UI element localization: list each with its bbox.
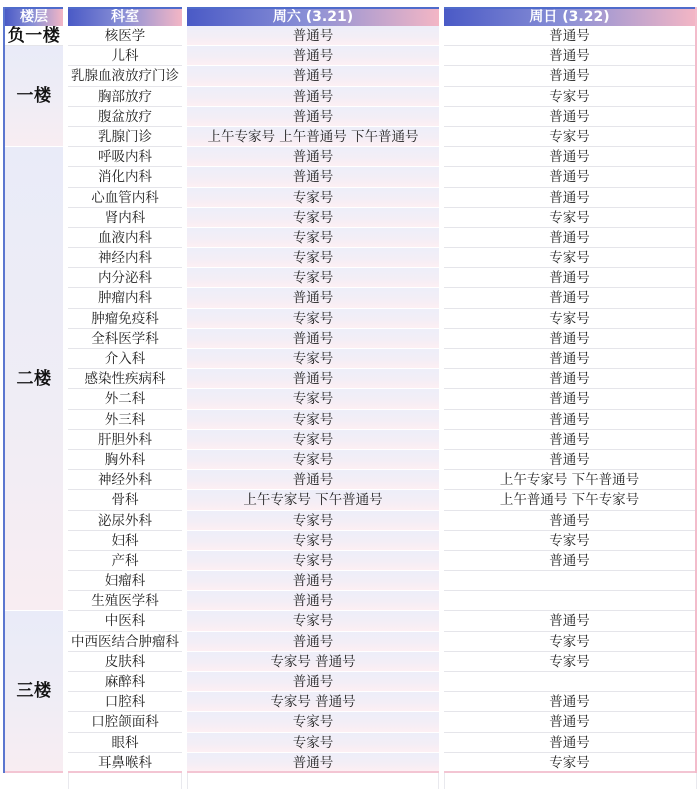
sat-cell: 普通号	[187, 329, 439, 349]
dept-cell: 乳腺血液放疗门诊	[68, 66, 182, 86]
sat-cell: 专家号 普通号	[187, 652, 439, 672]
sat-cell: 上午专家号 上午普通号 下午普通号	[187, 127, 439, 147]
dept-cell: 骨科	[68, 490, 182, 510]
sun-cell: 上午专家号 下午普通号	[444, 470, 695, 490]
sat-cell: 普通号	[187, 107, 439, 127]
dept-cell: 消化内科	[68, 167, 182, 187]
sat-cell: 专家号	[187, 268, 439, 288]
sun-cell: 普通号	[444, 26, 695, 46]
dept-cell: 肾内科	[68, 208, 182, 228]
sun-cell: 普通号	[444, 611, 695, 631]
floor-cell: 三楼	[5, 611, 63, 773]
dept-cell: 生殖医学科	[68, 591, 182, 611]
dept-cell: 口腔颌面科	[68, 712, 182, 732]
sun-cell: 普通号	[444, 107, 695, 127]
column-header-saturday: 周六 (3.21)	[187, 7, 439, 26]
dept-cell: 全科医学科	[68, 329, 182, 349]
schedule-table-wrap	[3, 7, 697, 789]
sat-cell: 专家号	[187, 389, 439, 409]
sat-cell: 专家号	[187, 430, 439, 450]
dept-cell: 感染性疾病科	[68, 369, 182, 389]
empty-sun-cell	[444, 773, 697, 789]
sat-cell: 普通号	[187, 46, 439, 66]
sat-cell: 专家号	[187, 733, 439, 753]
sat-cell: 普通号	[187, 571, 439, 591]
dept-cell: 皮肤科	[68, 652, 182, 672]
dept-cell: 外三科	[68, 410, 182, 430]
sat-cell: 普通号	[187, 147, 439, 167]
dept-cell: 泌尿外科	[68, 511, 182, 531]
sat-cell: 普通号	[187, 87, 439, 107]
dept-cell: 胸部放疗	[68, 87, 182, 107]
sat-cell: 专家号	[187, 309, 439, 329]
dept-cell: 口腔科	[68, 692, 182, 712]
sat-cell: 专家号	[187, 248, 439, 268]
sat-cell: 专家号	[187, 208, 439, 228]
dept-cell: 眼科	[68, 733, 182, 753]
dept-cell: 胸外科	[68, 450, 182, 470]
sun-cell: 上午普通号 下午专家号	[444, 490, 695, 510]
empty-floor-cell	[3, 773, 63, 789]
sat-cell: 专家号	[187, 511, 439, 531]
sat-cell: 普通号	[187, 591, 439, 611]
floor-cell: 二楼	[5, 147, 63, 611]
sun-cell: 普通号	[444, 228, 695, 248]
sun-cell: 普通号	[444, 288, 695, 308]
sat-cell: 普通号	[187, 753, 439, 773]
column-header-sunday: 周日 (3.22)	[444, 7, 695, 26]
dept-cell: 儿科	[68, 46, 182, 66]
sat-cell: 专家号	[187, 228, 439, 248]
sat-cell: 普通号	[187, 369, 439, 389]
sun-cell: 普通号	[444, 66, 695, 86]
dept-cell: 产科	[68, 551, 182, 571]
floor-cell: 一楼	[5, 46, 63, 147]
sun-cell: 普通号	[444, 369, 695, 389]
sat-cell: 专家号	[187, 551, 439, 571]
dept-cell: 妇瘤科	[68, 571, 182, 591]
sat-cell: 普通号	[187, 26, 439, 46]
sat-cell: 普通号	[187, 288, 439, 308]
sun-cell: 普通号	[444, 511, 695, 531]
dept-cell: 外二科	[68, 389, 182, 409]
dept-cell: 麻醉科	[68, 672, 182, 692]
sat-cell: 专家号	[187, 450, 439, 470]
dept-cell: 妇科	[68, 531, 182, 551]
sat-cell: 普通号	[187, 66, 439, 86]
dept-cell: 神经内科	[68, 248, 182, 268]
dept-cell: 耳鼻喉科	[68, 753, 182, 773]
dept-cell: 核医学	[68, 26, 182, 46]
sun-cell: 普通号	[444, 147, 695, 167]
sat-cell: 上午专家号 下午普通号	[187, 490, 439, 510]
sun-cell: 普通号	[444, 46, 695, 66]
sat-cell: 普通号	[187, 672, 439, 692]
column-header-department: 科室	[68, 7, 182, 26]
sun-cell: 普通号	[444, 450, 695, 470]
sun-cell: 专家号	[444, 309, 695, 329]
sun-cell: 普通号	[444, 188, 695, 208]
sun-cell: 专家号	[444, 531, 695, 551]
dept-cell: 介入科	[68, 349, 182, 369]
dept-cell: 腹盆放疗	[68, 107, 182, 127]
sun-cell	[444, 591, 695, 611]
sun-cell: 普通号	[444, 551, 695, 571]
empty-dept-cell	[68, 773, 182, 789]
sat-cell: 专家号	[187, 349, 439, 369]
sat-cell: 普通号	[187, 167, 439, 187]
dept-cell: 中西医结合肿瘤科	[68, 632, 182, 652]
sun-cell: 专家号	[444, 208, 695, 228]
schedule-table	[3, 7, 697, 773]
dept-cell: 呼吸内科	[68, 147, 182, 167]
dept-cell: 乳腺门诊	[68, 127, 182, 147]
dept-cell: 血液内科	[68, 228, 182, 248]
sat-cell: 普通号	[187, 470, 439, 490]
sat-cell: 普通号	[187, 632, 439, 652]
empty-bottom-row	[3, 773, 697, 789]
sat-cell: 专家号 普通号	[187, 692, 439, 712]
empty-sat-cell	[187, 773, 439, 789]
sun-cell	[444, 672, 695, 692]
sat-cell: 专家号	[187, 611, 439, 631]
dept-cell: 肝胆外科	[68, 430, 182, 450]
sun-cell: 专家号	[444, 87, 695, 107]
sat-cell: 专家号	[187, 410, 439, 430]
sun-cell: 普通号	[444, 410, 695, 430]
dept-cell: 内分泌科	[68, 268, 182, 288]
dept-cell: 神经外科	[68, 470, 182, 490]
sat-cell: 专家号	[187, 712, 439, 732]
sun-cell: 普通号	[444, 430, 695, 450]
sun-cell: 普通号	[444, 733, 695, 753]
floor-cell: 负一楼	[5, 26, 63, 46]
sun-cell: 普通号	[444, 329, 695, 349]
dept-cell: 肿瘤内科	[68, 288, 182, 308]
sun-cell: 普通号	[444, 167, 695, 187]
sun-cell: 专家号	[444, 753, 695, 773]
sun-cell: 普通号	[444, 268, 695, 288]
sun-cell: 普通号	[444, 349, 695, 369]
sun-cell: 普通号	[444, 712, 695, 732]
sun-cell: 专家号	[444, 632, 695, 652]
sun-cell: 专家号	[444, 248, 695, 268]
sun-cell: 普通号	[444, 389, 695, 409]
column-header-floor: 楼层	[5, 7, 63, 26]
sat-cell: 专家号	[187, 188, 439, 208]
sun-cell	[444, 571, 695, 591]
dept-cell: 肿瘤免疫科	[68, 309, 182, 329]
dept-cell: 心血管内科	[68, 188, 182, 208]
dept-cell: 中医科	[68, 611, 182, 631]
sun-cell: 普通号	[444, 692, 695, 712]
sun-cell: 专家号	[444, 127, 695, 147]
sat-cell: 专家号	[187, 531, 439, 551]
sun-cell: 专家号	[444, 652, 695, 672]
